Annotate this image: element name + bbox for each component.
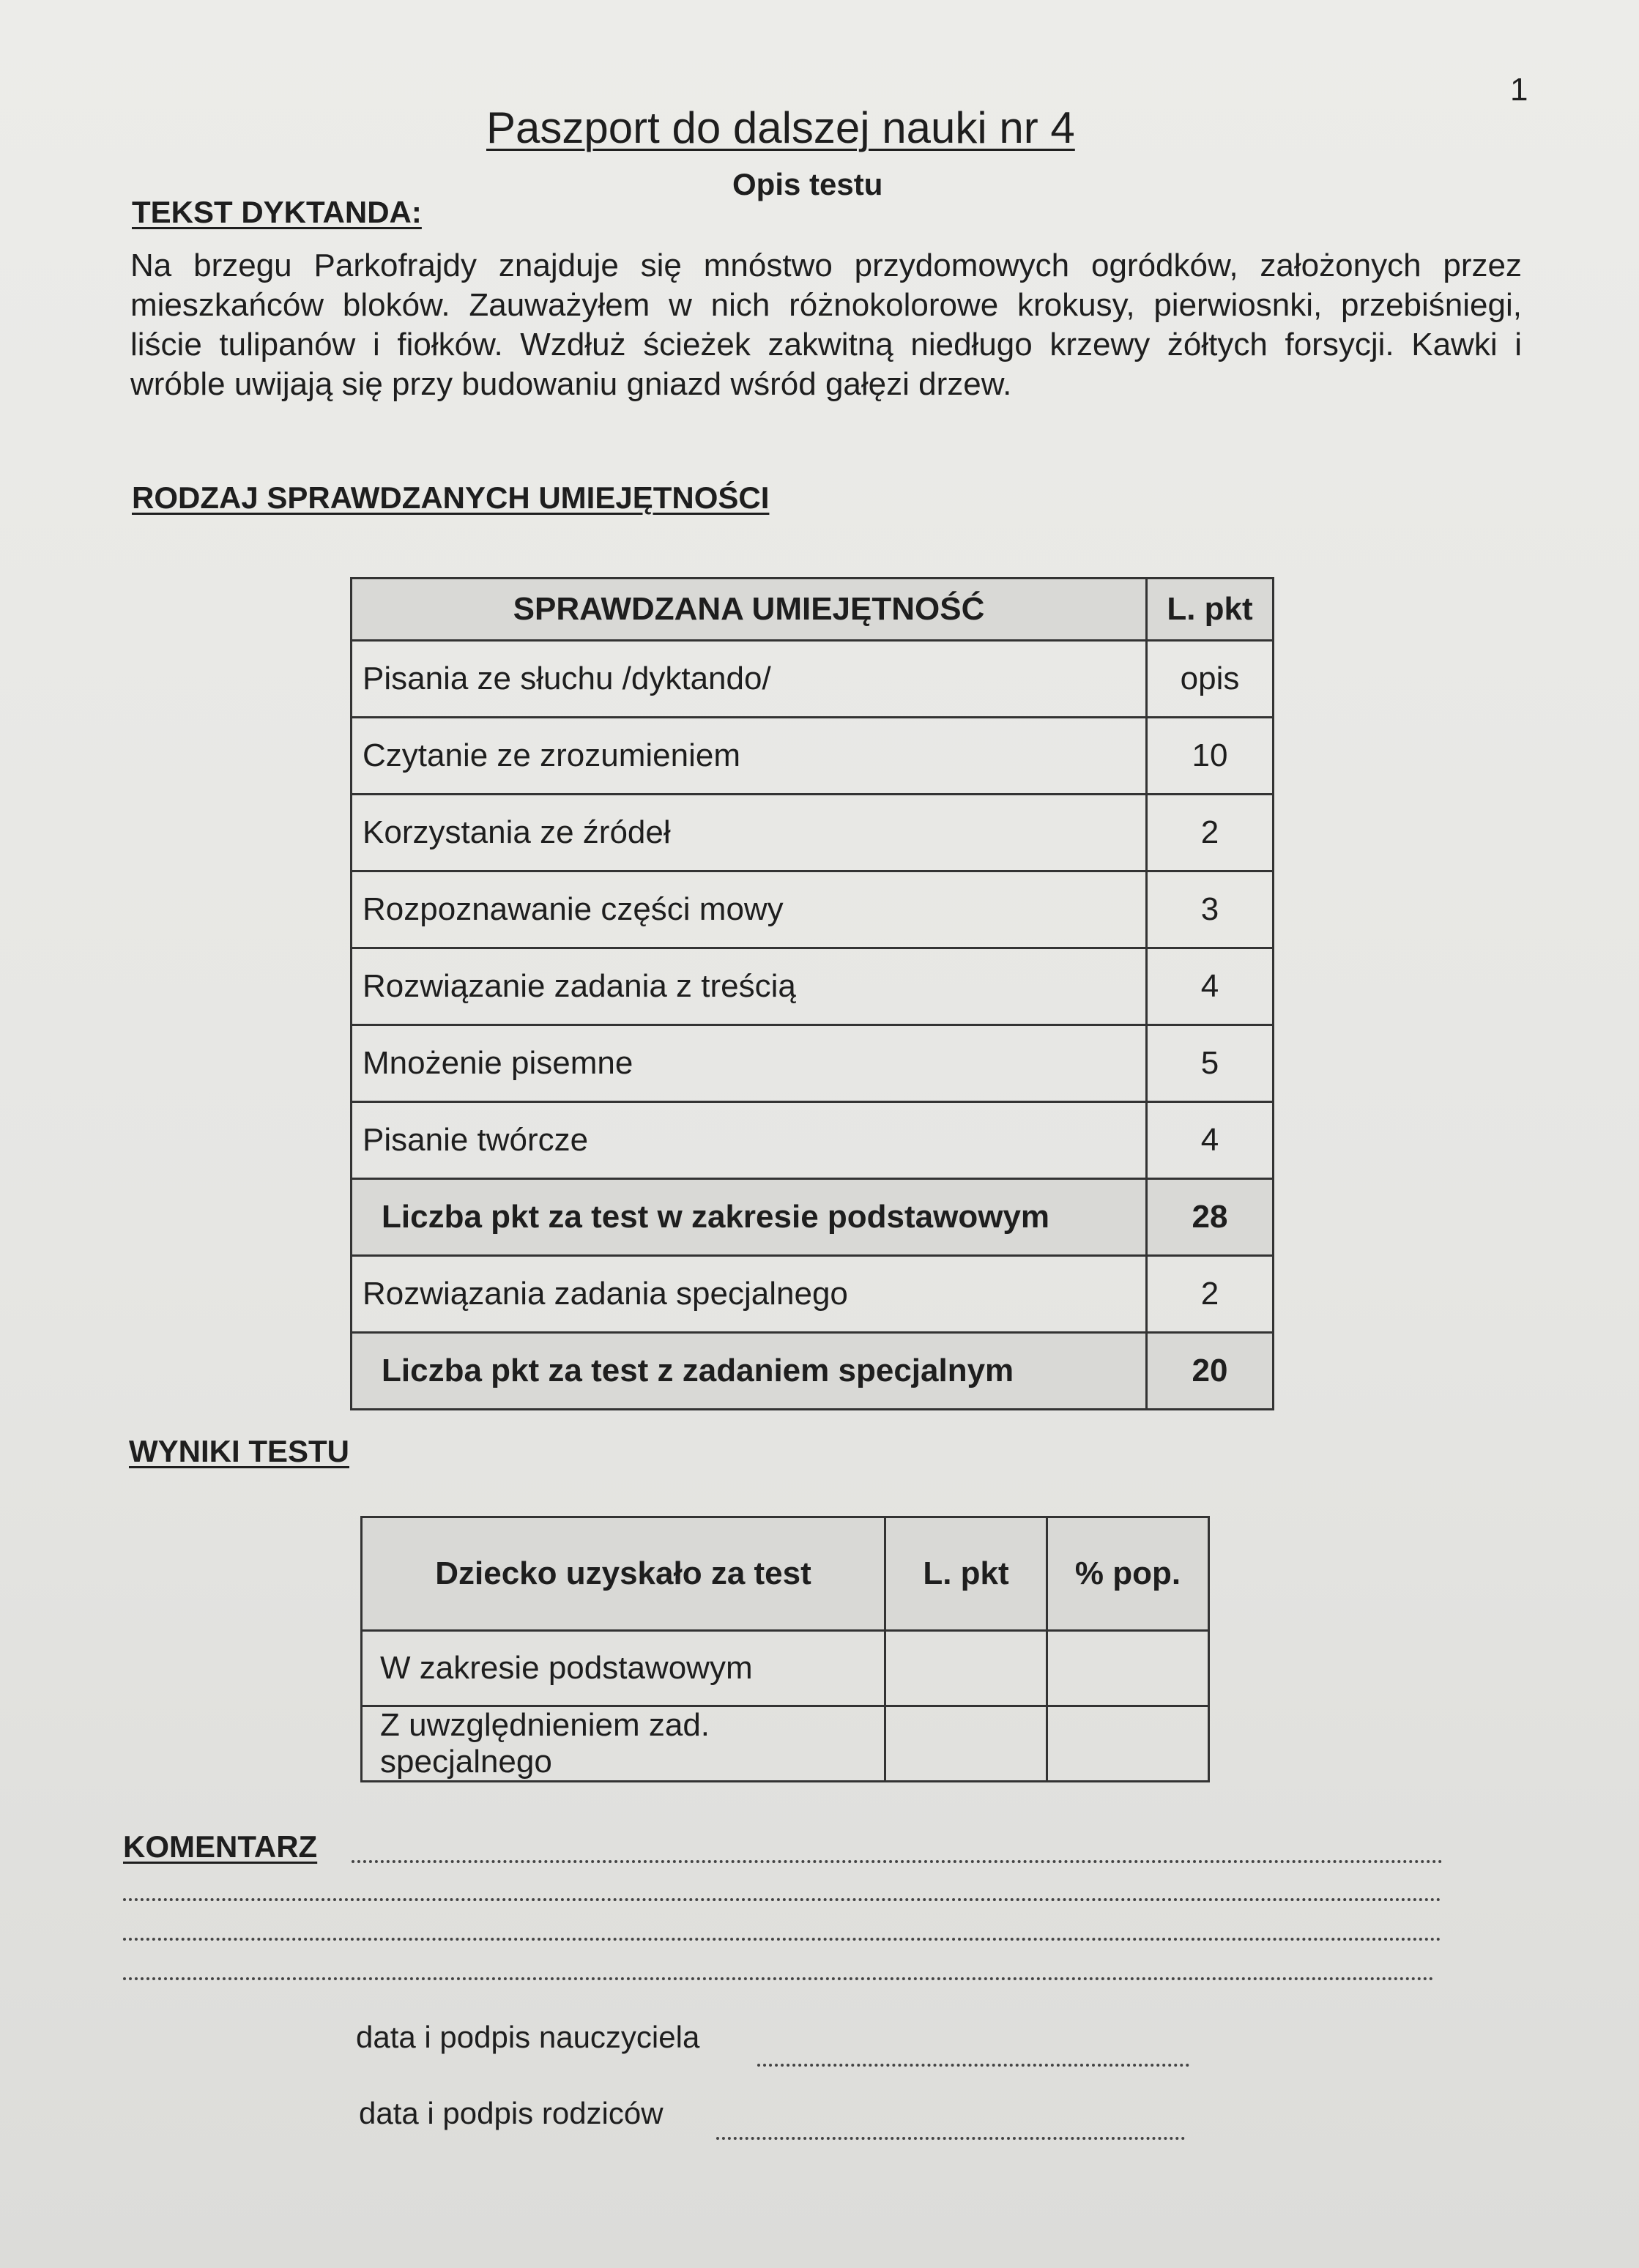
skill-name: Czytanie ze zrozumieniem: [352, 718, 1147, 795]
table-row: [352, 1102, 1274, 1179]
skill-points: opis: [1147, 641, 1274, 718]
dictation-heading: TEKST DYKTANDA:: [132, 195, 422, 229]
table-row: [352, 871, 1274, 948]
skill-points: 2: [1147, 1256, 1274, 1333]
table-row: [352, 1256, 1274, 1333]
basic-total-points: 28: [1147, 1179, 1274, 1256]
table-row: [352, 948, 1274, 1025]
skills-heading: RODZAJ SPRAWDZANYCH UMIEJĘTNOŚCI: [132, 480, 770, 515]
comment-line[interactable]: [123, 1898, 1441, 1901]
page-number: 1: [1510, 72, 1528, 108]
result-percent-cell[interactable]: [1047, 1631, 1209, 1706]
comment-line[interactable]: [352, 1860, 1443, 1863]
special-total-row: [352, 1333, 1274, 1410]
table-row: [362, 1706, 1209, 1782]
page-title: Paszport do dalszej nauki nr 4: [486, 103, 1075, 152]
table-row: [352, 718, 1274, 795]
teacher-signature-line[interactable]: [757, 2064, 1189, 2067]
skills-col-points: L. pkt: [1147, 579, 1274, 641]
results-table: [360, 1516, 1210, 1782]
skill-name: Rozwiązanie zadania z treścią: [352, 948, 1147, 1025]
comment-line[interactable]: [123, 1938, 1441, 1941]
result-label: W zakresie podstawowym: [362, 1631, 885, 1706]
result-points-cell[interactable]: [885, 1631, 1047, 1706]
result-points-cell[interactable]: [885, 1706, 1047, 1782]
skill-name: Pisania ze słuchu /dyktando/: [352, 641, 1147, 718]
skill-points: 4: [1147, 948, 1274, 1025]
special-total-points: 20: [1147, 1333, 1274, 1410]
comment-line[interactable]: [123, 1977, 1434, 1980]
special-total-label: Liczba pkt za test z zadaniem specjalnym: [352, 1333, 1147, 1410]
skill-points: 4: [1147, 1102, 1274, 1179]
result-label: Z uwzględnieniem zad. specjalnego: [362, 1706, 885, 1782]
results-heading: WYNIKI TESTU: [129, 1434, 349, 1468]
table-row: [352, 795, 1274, 871]
table-row: [352, 641, 1274, 718]
results-header-row: [362, 1517, 1209, 1631]
skills-header-row: [352, 579, 1274, 641]
skills-col-skill: SPRAWDZANA UMIEJĘTNOŚĆ: [352, 579, 1147, 641]
parents-signature-line[interactable]: [716, 2137, 1185, 2140]
skill-points: 5: [1147, 1025, 1274, 1102]
skill-name: Mnożenie pisemne: [352, 1025, 1147, 1102]
result-percent-cell[interactable]: [1047, 1706, 1209, 1782]
skill-points: 2: [1147, 795, 1274, 871]
skill-points: 10: [1147, 718, 1274, 795]
skill-name: Rozwiązania zadania specjalnego: [352, 1256, 1147, 1333]
skill-name: Pisanie twórcze: [352, 1102, 1147, 1179]
table-row: [362, 1631, 1209, 1706]
skill-name: Rozpoznawanie części mowy: [352, 871, 1147, 948]
results-col-label: Dziecko uzyskało za test: [362, 1517, 885, 1631]
table-row: [352, 1025, 1274, 1102]
teacher-signature-label: data i podpis nauczyciela: [356, 2020, 700, 2054]
page-subtitle: Opis testu: [732, 167, 883, 201]
skill-points: 3: [1147, 871, 1274, 948]
basic-total-row: [352, 1179, 1274, 1256]
basic-total-label: Liczba pkt za test w zakresie podstawowym: [352, 1179, 1147, 1256]
parents-signature-label: data i podpis rodziców: [359, 2096, 664, 2130]
skill-name: Korzystania ze źródeł: [352, 795, 1147, 871]
results-col-percent: % pop.: [1047, 1517, 1209, 1631]
results-col-points: L. pkt: [885, 1517, 1047, 1631]
dictation-text: Na brzegu Parkofrajdy znajduje się mnóstwo przydomowych ogródków, założonych przez mieszkańców bloków. Zauważyłem w nich różnokolorowe krokusy, pierwiosnki, przebiśniegi, liście tulipanów i fiołków. Wzdłuż ścieżek zakwitną niedługo krzewy żółtych forsycji. Kawki i wróble uwijają się przy budowaniu gniazd wśród gałęzi drzew.: [130, 248, 1522, 402]
skills-table: [350, 577, 1274, 1410]
comment-heading: KOMENTARZ: [123, 1829, 318, 1864]
